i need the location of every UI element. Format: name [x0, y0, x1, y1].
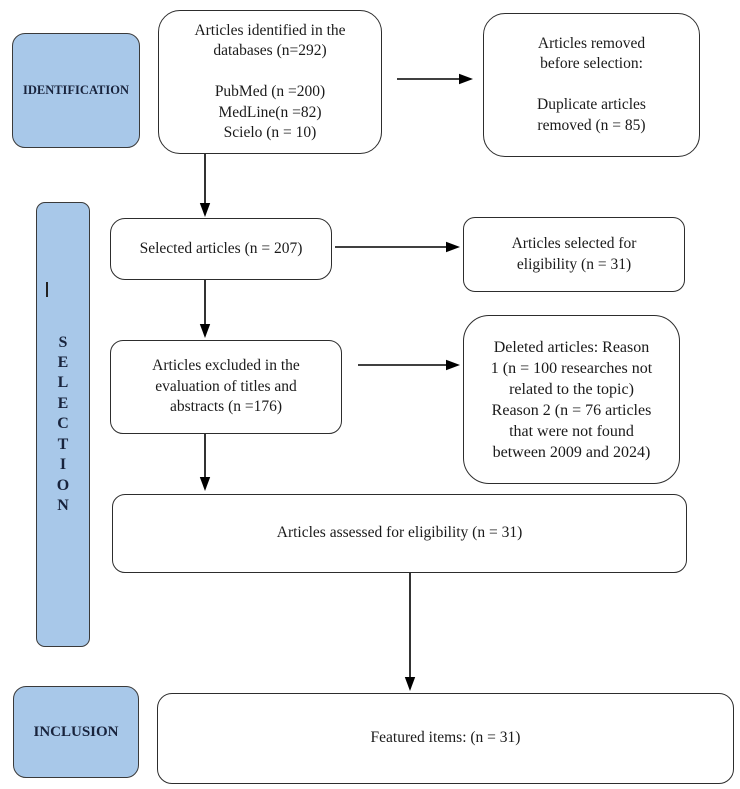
- text-line: Articles removed: [537, 34, 646, 52]
- arrow-excluded-to-deleted: [358, 360, 460, 370]
- text-line: related to the topic): [509, 380, 634, 398]
- text-line: Articles excluded in the: [152, 357, 300, 375]
- stage-selection-letter: O: [56, 476, 70, 494]
- box-articles-identified: [158, 10, 382, 154]
- text-line: 1 (n = 100 researches not: [490, 359, 653, 377]
- text-line: Scielo (n = 10): [223, 124, 317, 141]
- box-articles-selected-eligibility: [463, 217, 685, 292]
- stage-selection-letter: N: [57, 496, 69, 514]
- stage-selection-letter: E: [57, 394, 69, 412]
- text-line: eligibility (n = 31): [516, 255, 632, 273]
- stage-selection-letter: L: [57, 374, 69, 392]
- box-deleted-articles: [463, 315, 680, 484]
- box-selected-articles: [110, 218, 332, 280]
- text-line: Articles assessed for eligibility (n = 31): [276, 524, 523, 542]
- text-line: Deleted articles: Reason: [493, 338, 650, 356]
- text-line: before selection:: [540, 55, 643, 73]
- stage-selection-letter: C: [57, 415, 69, 433]
- stage-identification-label: IDENTIFICATION: [22, 83, 130, 97]
- text-line: evaluation of titles and: [155, 377, 297, 395]
- text-line: that were not found: [509, 422, 634, 440]
- text-line: Articles selected for: [511, 235, 637, 252]
- arrow-identified-to-removed: [397, 74, 473, 84]
- box-articles-excluded: [110, 340, 342, 434]
- stage-selection-letter: S: [58, 333, 68, 351]
- text-line: Reason 2 (n = 76 articles: [491, 401, 652, 419]
- box-articles-assessed: [112, 494, 687, 573]
- arrow-selected-to-eligible: [335, 242, 460, 252]
- stage-inclusion: [13, 686, 139, 778]
- text-line: between 2009 and 2024): [492, 443, 651, 461]
- text-line: MedLine(n =82): [218, 103, 322, 121]
- text-line: Articles identified in the: [194, 21, 346, 39]
- cursor-tick-mark: [46, 282, 48, 297]
- text-line: Duplicate articles: [537, 96, 646, 114]
- box-featured-items: [157, 693, 734, 784]
- arrow-selected-to-excluded: [200, 279, 210, 338]
- text-line: removed (n = 85): [537, 116, 646, 134]
- text-line: abstracts (n =176): [169, 398, 283, 416]
- arrow-excluded-to-assessed: [200, 432, 210, 491]
- stage-inclusion-label: INCLUSION: [33, 723, 119, 740]
- text-line: Featured items: (n = 31): [370, 729, 521, 747]
- text-line: PubMed (n =200): [214, 83, 326, 100]
- arrow-identified-to-selected: [200, 152, 210, 217]
- stage-identification: [12, 33, 140, 148]
- text-line: databases (n=292): [213, 42, 327, 59]
- stage-selection-letter: I: [59, 456, 67, 474]
- stage-selection: [36, 202, 90, 647]
- stage-selection-letter: T: [57, 435, 69, 453]
- box-articles-removed: [483, 13, 700, 157]
- arrow-assessed-to-featured: [405, 571, 415, 691]
- stage-selection-letter: E: [57, 354, 69, 372]
- text-line: Selected articles (n = 207): [139, 239, 303, 257]
